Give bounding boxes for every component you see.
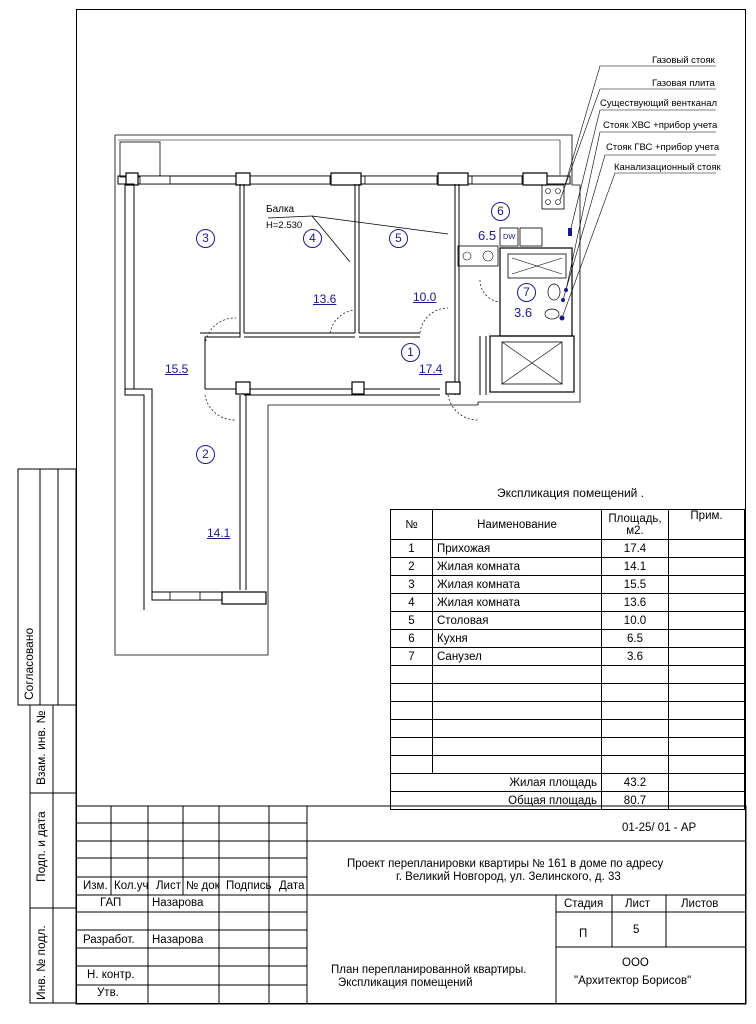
header-no: № [391,510,433,540]
callout-cold-water: Стояк ХВС +прибор учета [603,120,718,131]
gap-name: Назарова [152,897,204,909]
room-number-1: 1 [401,343,420,362]
col-signature: Подпись [226,880,272,892]
room-area-3: 15.5 [165,362,189,376]
header-name: Наименование [433,510,602,540]
col-date: Дата [279,880,305,892]
table-row: 7 Санузел 3.6 [391,648,745,666]
table-row: 4 Жилая комната 13.6 [391,594,745,612]
project-title-line1: Проект перепланировки квартиры № 161 в доме по адресу [347,858,664,870]
room-area-1: 17.4 [419,362,443,376]
total-area-label: Общая площадь [391,792,602,810]
stamp-inv-orig: Инв. № подл. [34,925,48,1000]
room-number-5: 5 [389,229,408,248]
sheet-title-line1: План перепланированной квартиры. [331,964,527,976]
sheet-title-line2: Экспликация помещений [338,977,473,989]
table-row: 5 Столовая 10.0 [391,612,745,630]
developer-name: Назарова [152,934,204,946]
stage-value: П [579,928,588,940]
beam-height: H=2.530 [266,220,303,231]
table-row: 2 Жилая комната 14.1 [391,558,745,576]
stamp-sign-date: Подп. и дата [34,811,48,882]
room-number-2: 2 [196,445,215,464]
header-note: Прим. [669,510,745,540]
callout-hot-water: Стояк ГВС +прибор учета [606,142,720,153]
living-area-label: Жилая площадь [391,774,602,792]
callout-gas-stove: Газовая плита [652,78,715,89]
explication-title: Экспликация помещений . [497,486,645,500]
stamp-agreed: Согласовано [22,627,36,700]
room-number-7: 7 [517,283,536,302]
norm-control-label: Н. контр. [87,969,135,981]
room-area-4: 13.6 [313,292,337,306]
table-row: 1 Прихожая 17.4 [391,540,745,558]
table-row: 6 Кухня 6.5 [391,630,745,648]
header-area: Площадь, м2. [602,510,669,540]
org-line1: ООО [622,957,649,969]
org-line2: "Архитектор Борисов" [574,975,692,987]
col-count: Кол.уч [114,880,149,892]
approved-label: Утв. [97,987,119,999]
sheet-header: Лист [625,898,650,910]
room-area-5: 10.0 [413,290,437,304]
room-area-7: 3.6 [514,305,533,320]
project-title-line2: г. Великий Новгород, ул. Зелинского, д. 33 [396,871,621,883]
room-number-4: 4 [303,229,322,248]
living-area-value: 43.2 [602,774,669,792]
total-area-value: 80.7 [602,792,669,810]
gap-label: ГАП [100,897,122,909]
col-sheet: Лист [156,880,181,892]
sheet-value: 5 [633,924,640,936]
beam-label: Балка [266,204,295,215]
stage-header: Стадия [564,898,604,910]
room-area-2: 14.1 [207,526,231,540]
col-doc-no: № док [186,880,220,892]
callout-vent-channel: Существующий вентканал [600,98,718,109]
dishwasher-label: DW [503,232,516,241]
col-change: Изм. [83,880,108,892]
stamp-swap-inv: Взам. инв. № [34,710,48,785]
callout-gas-riser: Газовый стояк [652,55,715,66]
room-number-6: 6 [491,202,510,221]
developer-label: Разработ. [83,934,135,946]
room-number-3: 3 [196,229,215,248]
doc-code: 01-25/ 01 - АР [622,822,697,834]
table-row: 3 Жилая комната 15.5 [391,576,745,594]
callout-sewer-riser: Канализационный стояк [614,162,721,173]
room-area-6: 6.5 [478,228,497,243]
sheets-header: Листов [681,898,719,910]
